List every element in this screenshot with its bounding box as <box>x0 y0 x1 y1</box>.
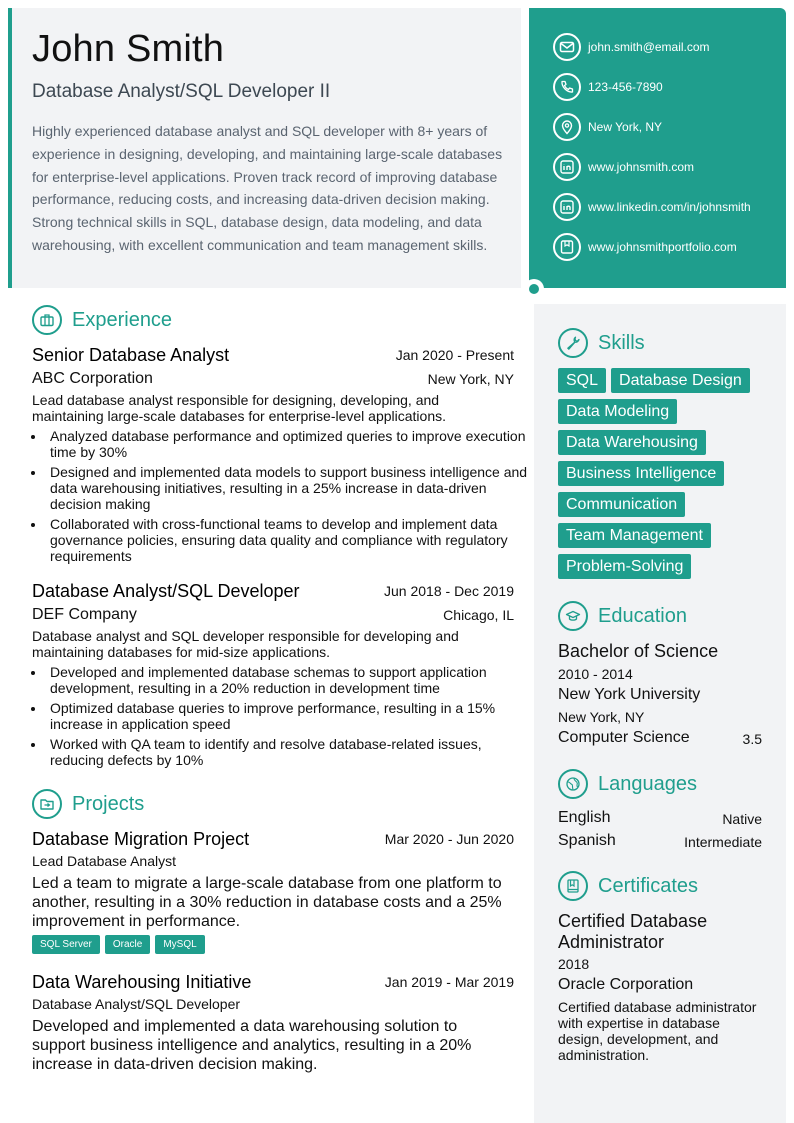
skill-tag: Communication <box>558 492 685 517</box>
certificates-heading <box>558 871 698 901</box>
folder-icon <box>32 789 62 819</box>
contact-linkedin[interactable] <box>553 191 783 223</box>
job-company: ABC Corporation <box>32 370 153 387</box>
skill-tag: Database Design <box>611 368 750 393</box>
list-item: • Collaborated with cross-functional teams to develop and implement data governance policies, ensuring data quality and compliance with regulatory requirements <box>46 516 528 564</box>
languages-title: Languages <box>598 772 697 795</box>
phone-icon <box>553 73 581 101</box>
certificate-description: Certified database administrator with expertise in database design, development, and administration. <box>558 999 757 1063</box>
contact-email-text: john.smith@email.com <box>588 40 710 54</box>
list-item: • Worked with QA team to identify and resolve database-related issues, reducing defects by 10% <box>46 736 528 768</box>
project-dates: Mar 2020 - Jun 2020 <box>384 831 514 847</box>
job-company: DEF Company <box>32 606 137 623</box>
contact-location <box>553 111 783 143</box>
languages-heading <box>558 769 697 799</box>
tech-tag: Oracle <box>105 935 150 954</box>
language-level: Native <box>722 811 762 827</box>
education-heading <box>558 601 687 631</box>
job-dates: Jan 2020 - Present <box>395 347 514 363</box>
project-role: Database Analyst/SQL Developer <box>32 996 241 1012</box>
candidate-name: John Smith <box>32 28 225 70</box>
list-item: • Analyzed database performance and optimized queries to improve execution time by 30% <box>46 428 528 460</box>
job-description: Database analyst and SQL developer responsible for developing and maintaining databases for mid-size applications. <box>32 628 459 660</box>
contact-phone[interactable] <box>553 71 783 103</box>
contact-panel <box>529 8 786 288</box>
skill-tag: Business Intelligence <box>558 461 724 486</box>
job-title: Database Analyst/SQL Developer <box>32 581 300 601</box>
sidebar <box>534 304 786 1123</box>
language-name: English <box>558 809 611 826</box>
certificate-name: Certified Database Administrator <box>558 911 708 952</box>
gpa: 3.5 <box>742 731 762 747</box>
projects-heading <box>32 789 144 819</box>
degree: Bachelor of Science <box>558 641 719 661</box>
contact-website-text: www.johnsmith.com <box>588 160 695 174</box>
book-icon <box>558 871 588 901</box>
location-pin-icon <box>553 113 581 141</box>
language-level: Intermediate <box>684 834 762 850</box>
language-name: Spanish <box>558 832 616 849</box>
skill-tag: Team Management <box>558 523 711 548</box>
mail-icon <box>553 33 581 61</box>
experience-heading <box>32 305 172 335</box>
project-tags <box>32 934 210 954</box>
portfolio-icon <box>553 233 581 261</box>
job-description: Lead database analyst responsible for designing, developing, and maintaining large-scale databases for enterprise-level applications. <box>32 392 447 424</box>
contact-linkedin-text: www.linkedin.com/in/johnsmith <box>588 200 751 214</box>
candidate-title: Database Analyst/SQL Developer II <box>32 81 331 102</box>
skill-tag: SQL <box>558 368 606 393</box>
skill-tag: Data Modeling <box>558 399 677 424</box>
globe-icon <box>558 769 588 799</box>
skills-heading <box>558 328 645 358</box>
school-name: New York University <box>558 686 701 703</box>
skills-list <box>558 368 773 585</box>
contact-portfolio[interactable] <box>553 231 783 263</box>
linkedin-icon <box>553 193 581 221</box>
contact-portfolio-text: www.johnsmithportfolio.com <box>588 240 737 254</box>
skills-title: Skills <box>598 331 645 354</box>
experience-title: Experience <box>72 308 173 331</box>
summary-text: Highly experienced database analyst and SQL developer with 8+ years of experience in designing, developing, and maintaining large-scale databases for enterprise-level applications. Proven track record of improving database performance, reducing costs, and increasing data-driven decision making. Strong technical skills in SQL, database design, data modeling, and data warehousing, with excellent communication and team management skills. <box>32 123 503 253</box>
job-dates: Jun 2018 - Dec 2019 <box>384 583 514 599</box>
skill-tag: Problem-Solving <box>558 554 691 579</box>
contact-location-text: New York, NY <box>588 120 663 134</box>
wrench-icon <box>558 328 588 358</box>
tech-tag: MySQL <box>155 935 204 954</box>
contact-website[interactable] <box>553 151 783 183</box>
job-bullets <box>32 664 528 772</box>
project-dates: Jan 2019 - Mar 2019 <box>384 974 514 990</box>
project-title: Database Migration Project <box>32 829 250 849</box>
project-title: Data Warehousing Initiative <box>32 972 252 992</box>
linkedin-icon <box>553 153 581 181</box>
certificates-title: Certificates <box>598 874 699 897</box>
briefcase-icon <box>32 305 62 335</box>
project-description: Led a team to migrate a large-scale database from one platform to another, resulting in a 30% reduction in database costs and a 25% improvement in performance. <box>32 875 502 930</box>
certificate-year: 2018 <box>558 956 590 972</box>
list-item: • Designed and implemented data models to support business intelligence and data warehousing initiatives, resulting in a 25% increase in data-driven decision making <box>46 464 528 512</box>
projects-title: Projects <box>72 792 145 815</box>
school-location: New York, NY <box>558 709 645 725</box>
job-location: New York, NY <box>427 371 514 387</box>
project-role: Lead Database Analyst <box>32 853 176 869</box>
contact-email[interactable] <box>553 31 783 63</box>
education-years: 2010 - 2014 <box>558 666 633 682</box>
tech-tag: SQL Server <box>32 935 100 954</box>
job-location: Chicago, IL <box>443 607 514 623</box>
certificate-issuer: Oracle Corporation <box>558 976 694 993</box>
header-panel <box>8 8 521 288</box>
contact-phone-text: 123-456-7890 <box>588 80 663 94</box>
skill-tag: Data Warehousing <box>558 430 706 455</box>
timeline-dot <box>524 279 544 299</box>
job-bullets <box>32 428 528 568</box>
project-description: Developed and implemented a data warehousing solution to support business intelligence and analytics, resulting in a 20% increase in data-driven decision making. <box>32 1018 472 1073</box>
field-of-study: Computer Science <box>558 729 690 746</box>
list-item: • Optimized database queries to improve performance, resulting in a 15% increase in application speed <box>46 700 528 732</box>
job-title: Senior Database Analyst <box>32 345 230 365</box>
graduation-cap-icon <box>558 601 588 631</box>
education-title: Education <box>598 604 687 627</box>
list-item: • Developed and implemented database schemas to support application development, resulting in a 20% reduction in development time <box>46 664 528 696</box>
